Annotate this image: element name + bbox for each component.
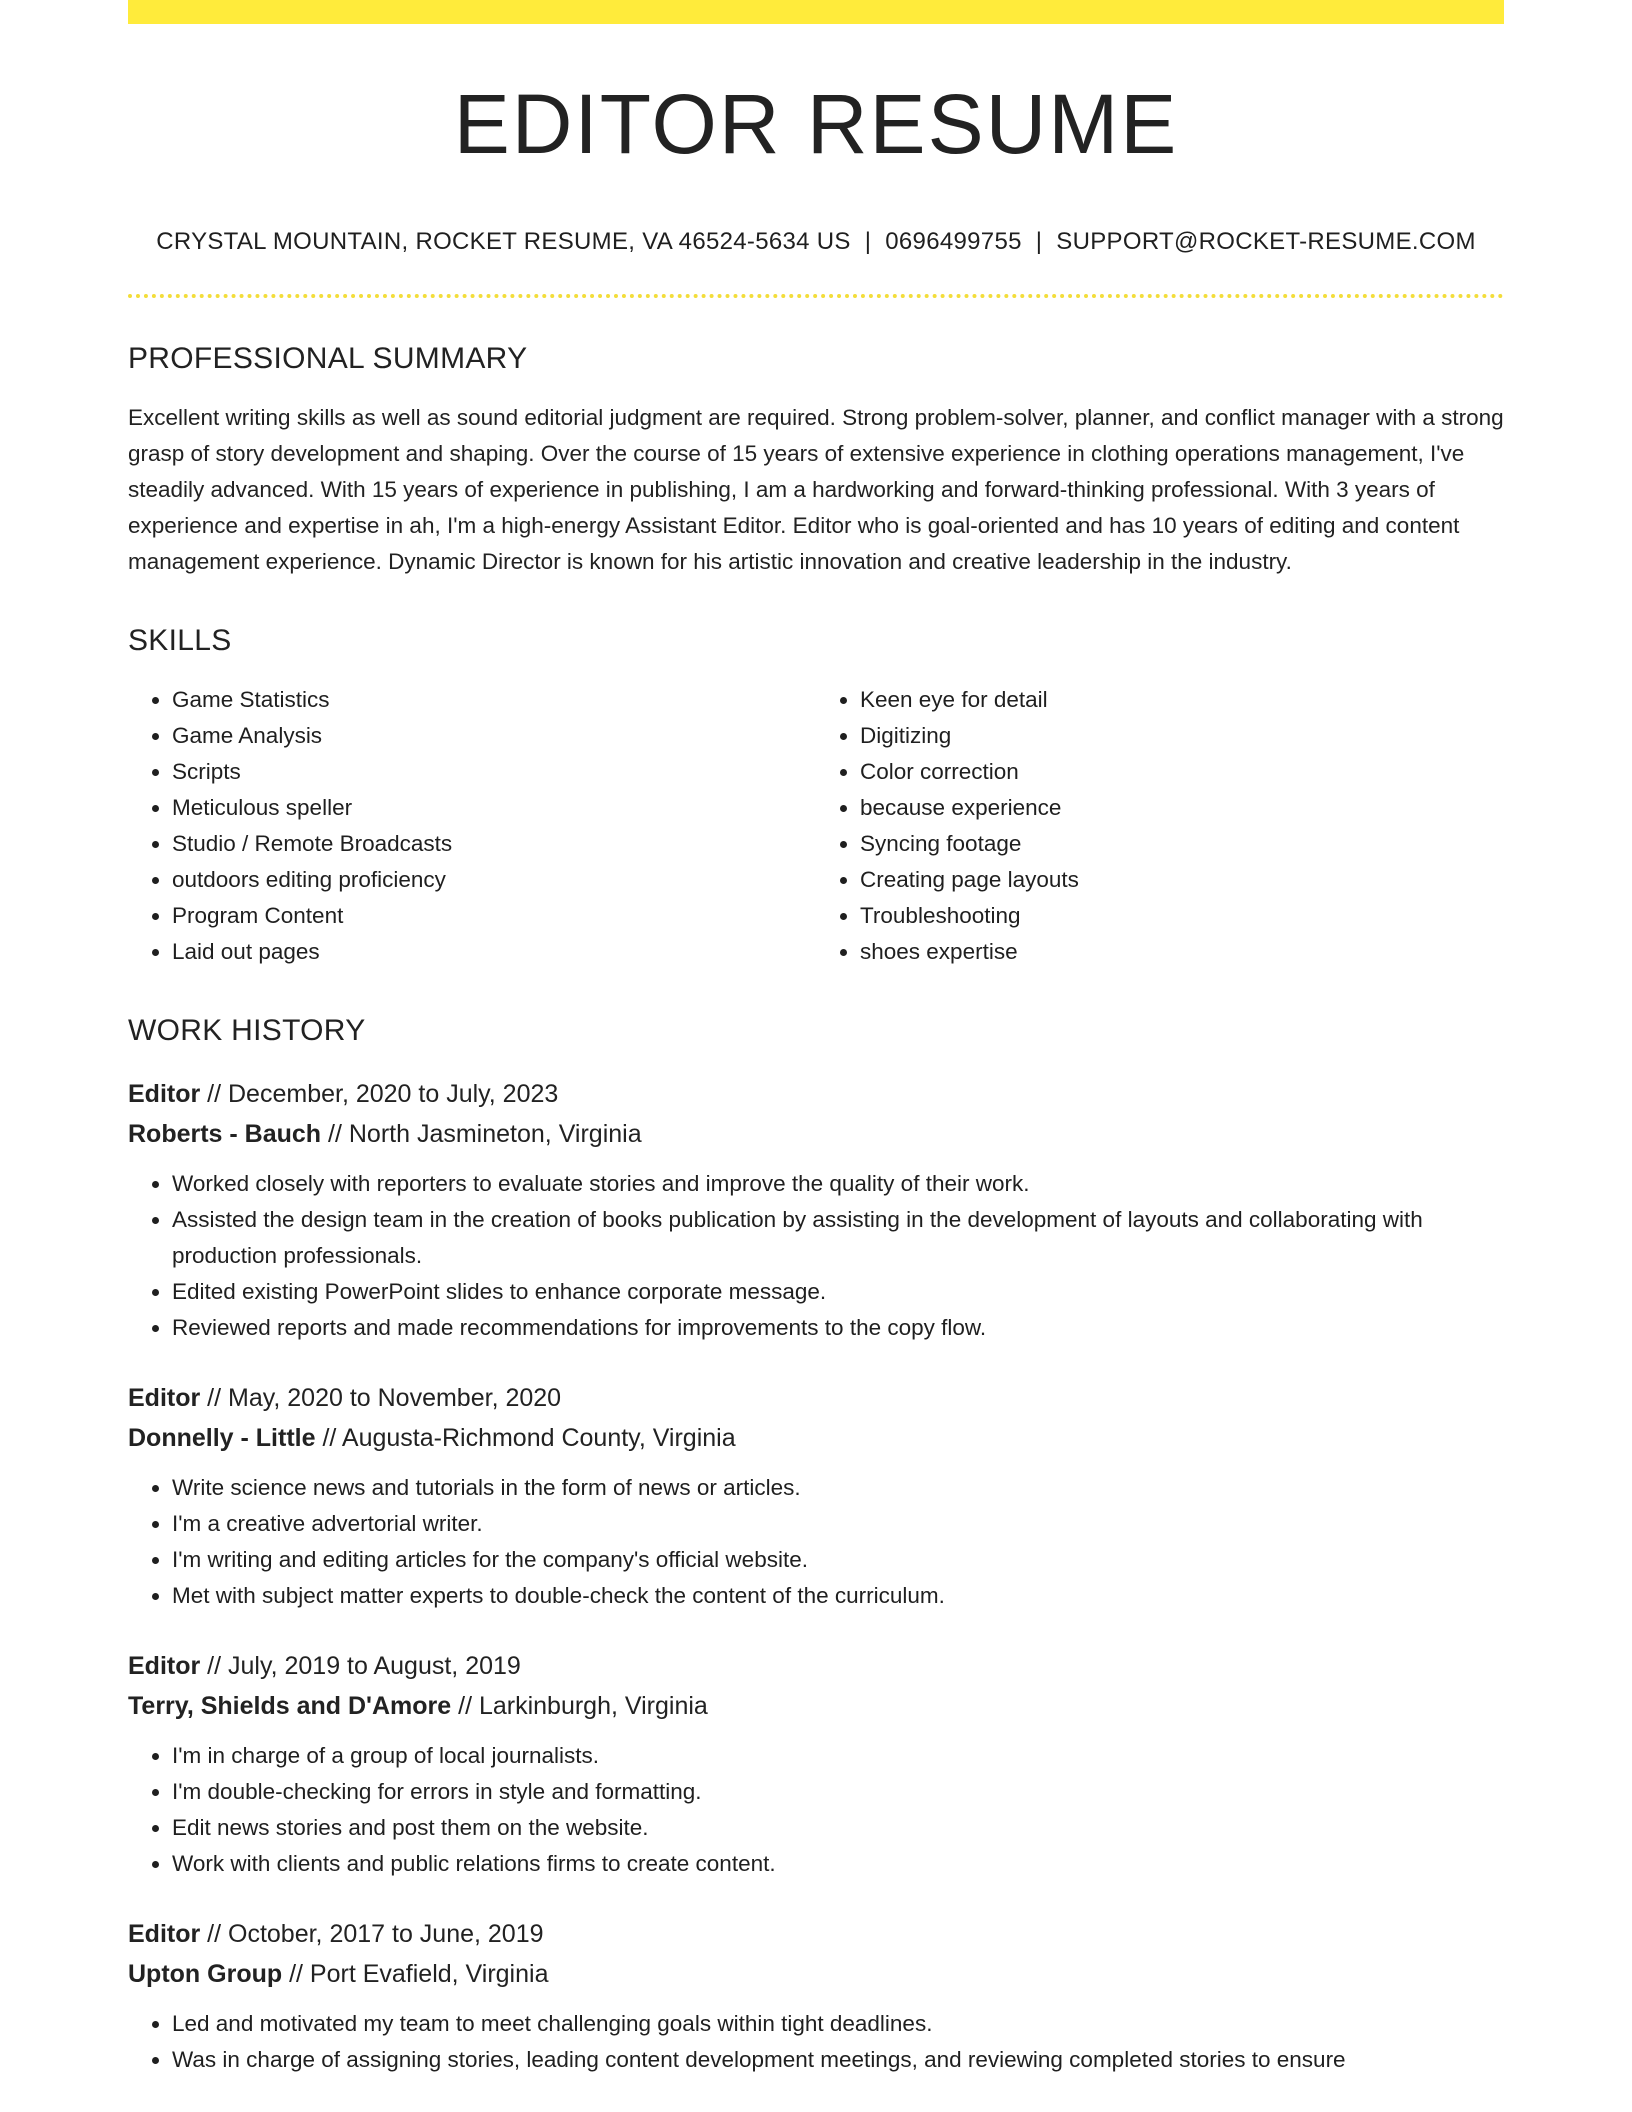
job-entry: [128, 1074, 1504, 1346]
summary-text: Excellent writing skills as well as sound editorial judgment are required. Strong problem-solver, planner, and conflict manager with a strong grasp of story development and shaping. Over the course of 15 years of extensive experience in clothing operations management, I've steadily advanced. With 15 years of experience in publishing, I am a hardworking and forward-thinking professional. With 3 years of experience and expertise in ah, I'm a high-energy Assistant Editor. Editor who is goal-oriented and has 10 years of editing and content management experience. Dynamic Director is known for his artistic innovation and creative leadership in the industry.: [128, 405, 1504, 574]
job-title-line: [128, 1914, 1504, 1954]
job-title-line: [128, 1378, 1504, 1418]
work-history-heading: WORK HISTORY: [128, 1014, 366, 1047]
dotted-divider: [128, 294, 1504, 298]
job-entry: [128, 1914, 1504, 2078]
skill-item: • Digitizing: [860, 718, 1504, 754]
job-title: Editor: [128, 1384, 201, 1412]
skill-item: • outdoors editing proficiency: [172, 862, 816, 898]
job-bullet: • Was in charge of assigning stories, leading content development meetings, and reviewing completed stories to ensure: [172, 2042, 1504, 2078]
skill-item: • Game Analysis: [172, 718, 816, 754]
skill-item: • Creating page layouts: [860, 862, 1504, 898]
job-bullet: • I'm writing and editing articles for the company's official website.: [172, 1542, 1504, 1578]
separator: |: [864, 228, 872, 255]
skill-item: • Keen eye for detail: [860, 682, 1504, 718]
job-company-line: [128, 1954, 1504, 1994]
job-company-line: [128, 1686, 1504, 1726]
job-bullet: • I'm in charge of a group of local journalists.: [172, 1738, 1504, 1774]
job-company: Roberts - Bauch: [128, 1120, 322, 1148]
job-location: // North Jasmineton, Virginia: [321, 1120, 642, 1148]
skills-list-left: [128, 682, 816, 970]
skill-item: • Scripts: [172, 754, 816, 790]
job-title: Editor: [128, 1652, 201, 1680]
job-location: // Augusta-Richmond County, Virginia: [315, 1424, 736, 1452]
job-company-line: [128, 1114, 1504, 1154]
job-bullet: • Met with subject matter experts to double-check the content of the curriculum.: [172, 1578, 1504, 1614]
page-title: EDITOR RESUME: [453, 77, 1179, 171]
job-entry: [128, 1646, 1504, 1882]
separator: |: [1035, 228, 1043, 255]
skill-item: • Syncing footage: [860, 826, 1504, 862]
job-title-line: [128, 1074, 1504, 1114]
skill-item: • Color correction: [860, 754, 1504, 790]
job-bullet: • Edited existing PowerPoint slides to enhance corporate message.: [172, 1274, 1504, 1310]
job-title-line: [128, 1646, 1504, 1686]
skills-section: [128, 624, 1504, 970]
job-dates: // October, 2017 to June, 2019: [200, 1920, 544, 1948]
contact-line: [128, 228, 1504, 256]
job-dates: // December, 2020 to July, 2023: [200, 1080, 559, 1108]
job-dates: // May, 2020 to November, 2020: [200, 1384, 562, 1412]
resume-page: [128, 0, 1504, 2078]
skill-item: • Studio / Remote Broadcasts: [172, 826, 816, 862]
job-location: // Port Evafield, Virginia: [282, 1960, 549, 1988]
job-bullet: • Assisted the design team in the creation of books publication by assisting in the development of layouts and collaborating with production professionals.: [172, 1202, 1504, 1274]
address: CRYSTAL MOUNTAIN, ROCKET RESUME, VA 46524-5634 US: [156, 228, 851, 255]
accent-bar: [128, 0, 1504, 24]
job-bullet: • Write science news and tutorials in the form of news or articles.: [172, 1470, 1504, 1506]
skills-list-right: [816, 682, 1504, 970]
skills-heading: SKILLS: [128, 624, 232, 657]
skills-columns: [128, 682, 1504, 970]
job-bullet: • Work with clients and public relations firms to create content.: [172, 1846, 1504, 1882]
skill-item: • Game Statistics: [172, 682, 816, 718]
phone: 0696499755: [885, 228, 1022, 255]
skill-item: • Meticulous speller: [172, 790, 816, 826]
job-bullet: • I'm double-checking for errors in style and formatting.: [172, 1774, 1504, 1810]
job-company: Upton Group: [128, 1960, 283, 1988]
job-company: Donnelly - Little: [128, 1424, 316, 1452]
job-bullets: [128, 2006, 1504, 2078]
skill-item: • because experience: [860, 790, 1504, 826]
summary-section: [128, 342, 1504, 580]
job-dates: // July, 2019 to August, 2019: [200, 1652, 521, 1680]
job-bullets: [128, 1470, 1504, 1614]
work-history-section: [128, 1014, 1504, 2078]
job-title: Editor: [128, 1920, 201, 1948]
email: SUPPORT@ROCKET-RESUME.COM: [1056, 228, 1476, 255]
job-title: Editor: [128, 1080, 201, 1108]
job-company: Terry, Shields and D'Amore: [128, 1692, 452, 1720]
skill-item: • Troubleshooting: [860, 898, 1504, 934]
summary-heading: PROFESSIONAL SUMMARY: [128, 342, 528, 375]
skill-item: • Laid out pages: [172, 934, 816, 970]
job-entry: [128, 1378, 1504, 1614]
job-bullet: • Edit news stories and post them on the website.: [172, 1810, 1504, 1846]
job-company-line: [128, 1418, 1504, 1458]
job-bullet: • Worked closely with reporters to evaluate stories and improve the quality of their work.: [172, 1166, 1504, 1202]
skill-item: • Program Content: [172, 898, 816, 934]
job-bullet: • Led and motivated my team to meet challenging goals within tight deadlines.: [172, 2006, 1504, 2042]
job-bullets: [128, 1738, 1504, 1882]
job-bullet: • Reviewed reports and made recommendations for improvements to the copy flow.: [172, 1310, 1504, 1346]
job-location: // Larkinburgh, Virginia: [451, 1692, 708, 1720]
job-bullets: [128, 1166, 1504, 1346]
job-bullet: • I'm a creative advertorial writer.: [172, 1506, 1504, 1542]
skill-item: • shoes expertise: [860, 934, 1504, 970]
